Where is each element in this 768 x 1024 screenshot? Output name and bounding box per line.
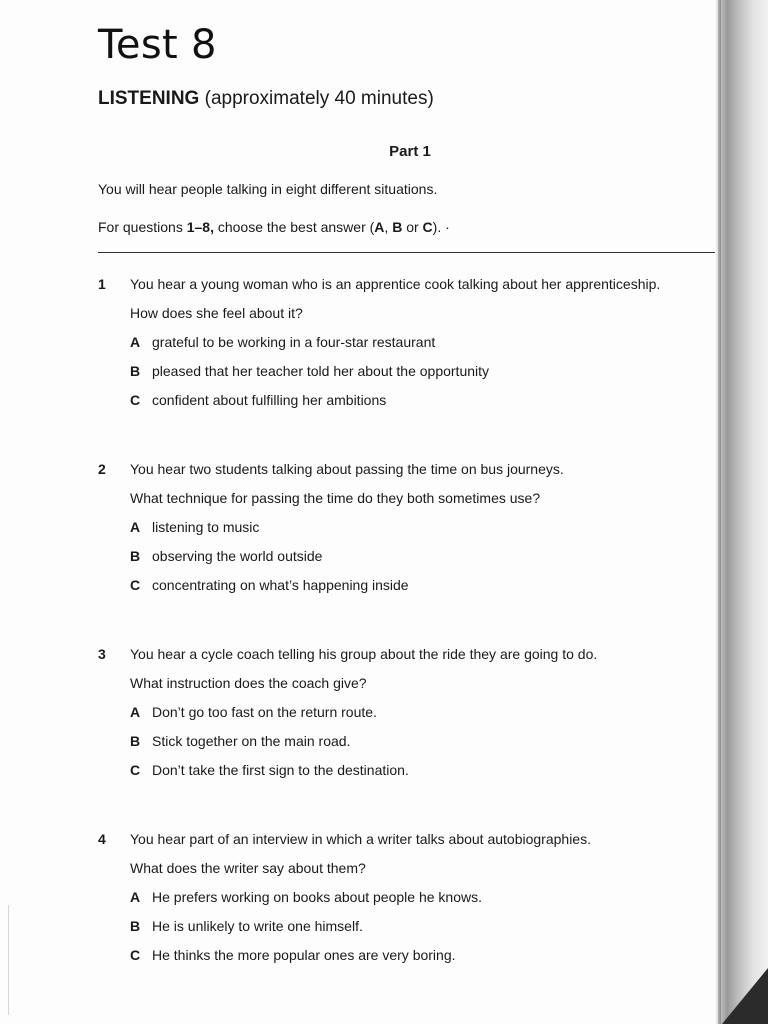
option-letter: A [130,334,141,350]
option-a [98,704,708,733]
book-binding [718,0,768,1024]
margin-line [8,905,9,1015]
question-prompt: What instruction does the coach give? [130,675,367,691]
option-letter: C [130,392,141,408]
question-number: 2 [98,461,106,477]
option-b [98,733,708,762]
option-c [98,392,708,421]
option-text: Stick together on the main road. [152,733,351,749]
option-letter: B [130,918,141,934]
option-text: concentrating on what’s happening inside [152,577,409,593]
option-c [98,577,708,606]
option-letter: A [130,889,141,905]
question-context: You hear part of an interview in which a writer talks about autobiographies. [130,831,591,847]
section-heading [98,88,434,110]
page-title: Test 8 [98,22,217,68]
question-2 [98,461,708,606]
option-text: He prefers working on books about people he knows. [152,889,482,905]
option-letter: C [130,577,141,593]
option-text: pleased that her teacher told her about the opportunity [152,363,490,379]
option-text: observing the world outside [152,548,323,564]
option-text: He thinks the more popular ones are very boring. [152,947,456,963]
question-prompt: What technique for passing the time do they both sometimes use? [130,490,541,506]
question-context: You hear a young woman who is an apprentice cook talking about her apprenticeship. [130,276,661,292]
instruction-sep-2: or [402,219,423,235]
option-text: Don’t go too fast on the return route. [152,704,377,720]
option-letter: A [130,704,141,720]
question-context: You hear a cycle coach telling his group about the ride they are going to do. [130,646,598,662]
question-4 [98,831,708,976]
option-text: grateful to be working in a four-star restaurant [152,334,436,350]
binding-shadow [715,0,721,1024]
question-context: You hear two students talking about passing the time on bus journeys. [130,461,564,477]
question-prompt: What does the writer say about them? [130,860,366,876]
instruction-option-a: A [374,219,385,235]
instruction-option-b: B [392,219,403,235]
instruction-option-c: C [422,219,433,235]
option-a [98,519,708,548]
part-label: Part 1 [389,143,431,160]
instruction-range: 1–8, [186,219,214,235]
option-letter: B [130,363,141,379]
option-b [98,918,708,947]
option-letter: C [130,762,141,778]
question-1 [98,276,708,421]
instruction-prefix: For questions [98,219,187,235]
option-letter: A [130,519,141,535]
instruction-sep-1: , [384,219,393,235]
option-c [98,947,708,976]
option-text: confident about fulfilling her ambitions [152,392,387,408]
instruction-suffix: ). · [432,219,450,235]
option-letter: C [130,947,141,963]
question-number: 1 [98,276,106,292]
instruction-line-2 [98,220,450,234]
option-letter: B [130,548,141,564]
option-a [98,334,708,363]
question-list [98,276,708,1016]
instruction-line-1: You will hear people talking in eight different situations. [98,181,438,197]
option-letter: B [130,733,141,749]
question-number: 4 [98,831,106,847]
instructions [98,182,450,258]
option-text: listening to music [152,519,260,535]
question-3 [98,646,708,791]
option-text: Don’t take the first sign to the destination. [152,762,409,778]
question-prompt: How does she feel about it? [130,305,303,321]
section-name: LISTENING [98,88,200,109]
instruction-middle: choose the best answer ( [213,219,375,235]
option-c [98,762,708,791]
question-number: 3 [98,646,106,662]
section-duration: (approximately 40 minutes) [204,88,434,109]
divider [98,252,715,253]
option-b [98,548,708,577]
option-a [98,889,708,918]
option-b [98,363,708,392]
option-text: He is unlikely to write one himself. [152,918,363,934]
page-corner-fold [722,968,768,1024]
